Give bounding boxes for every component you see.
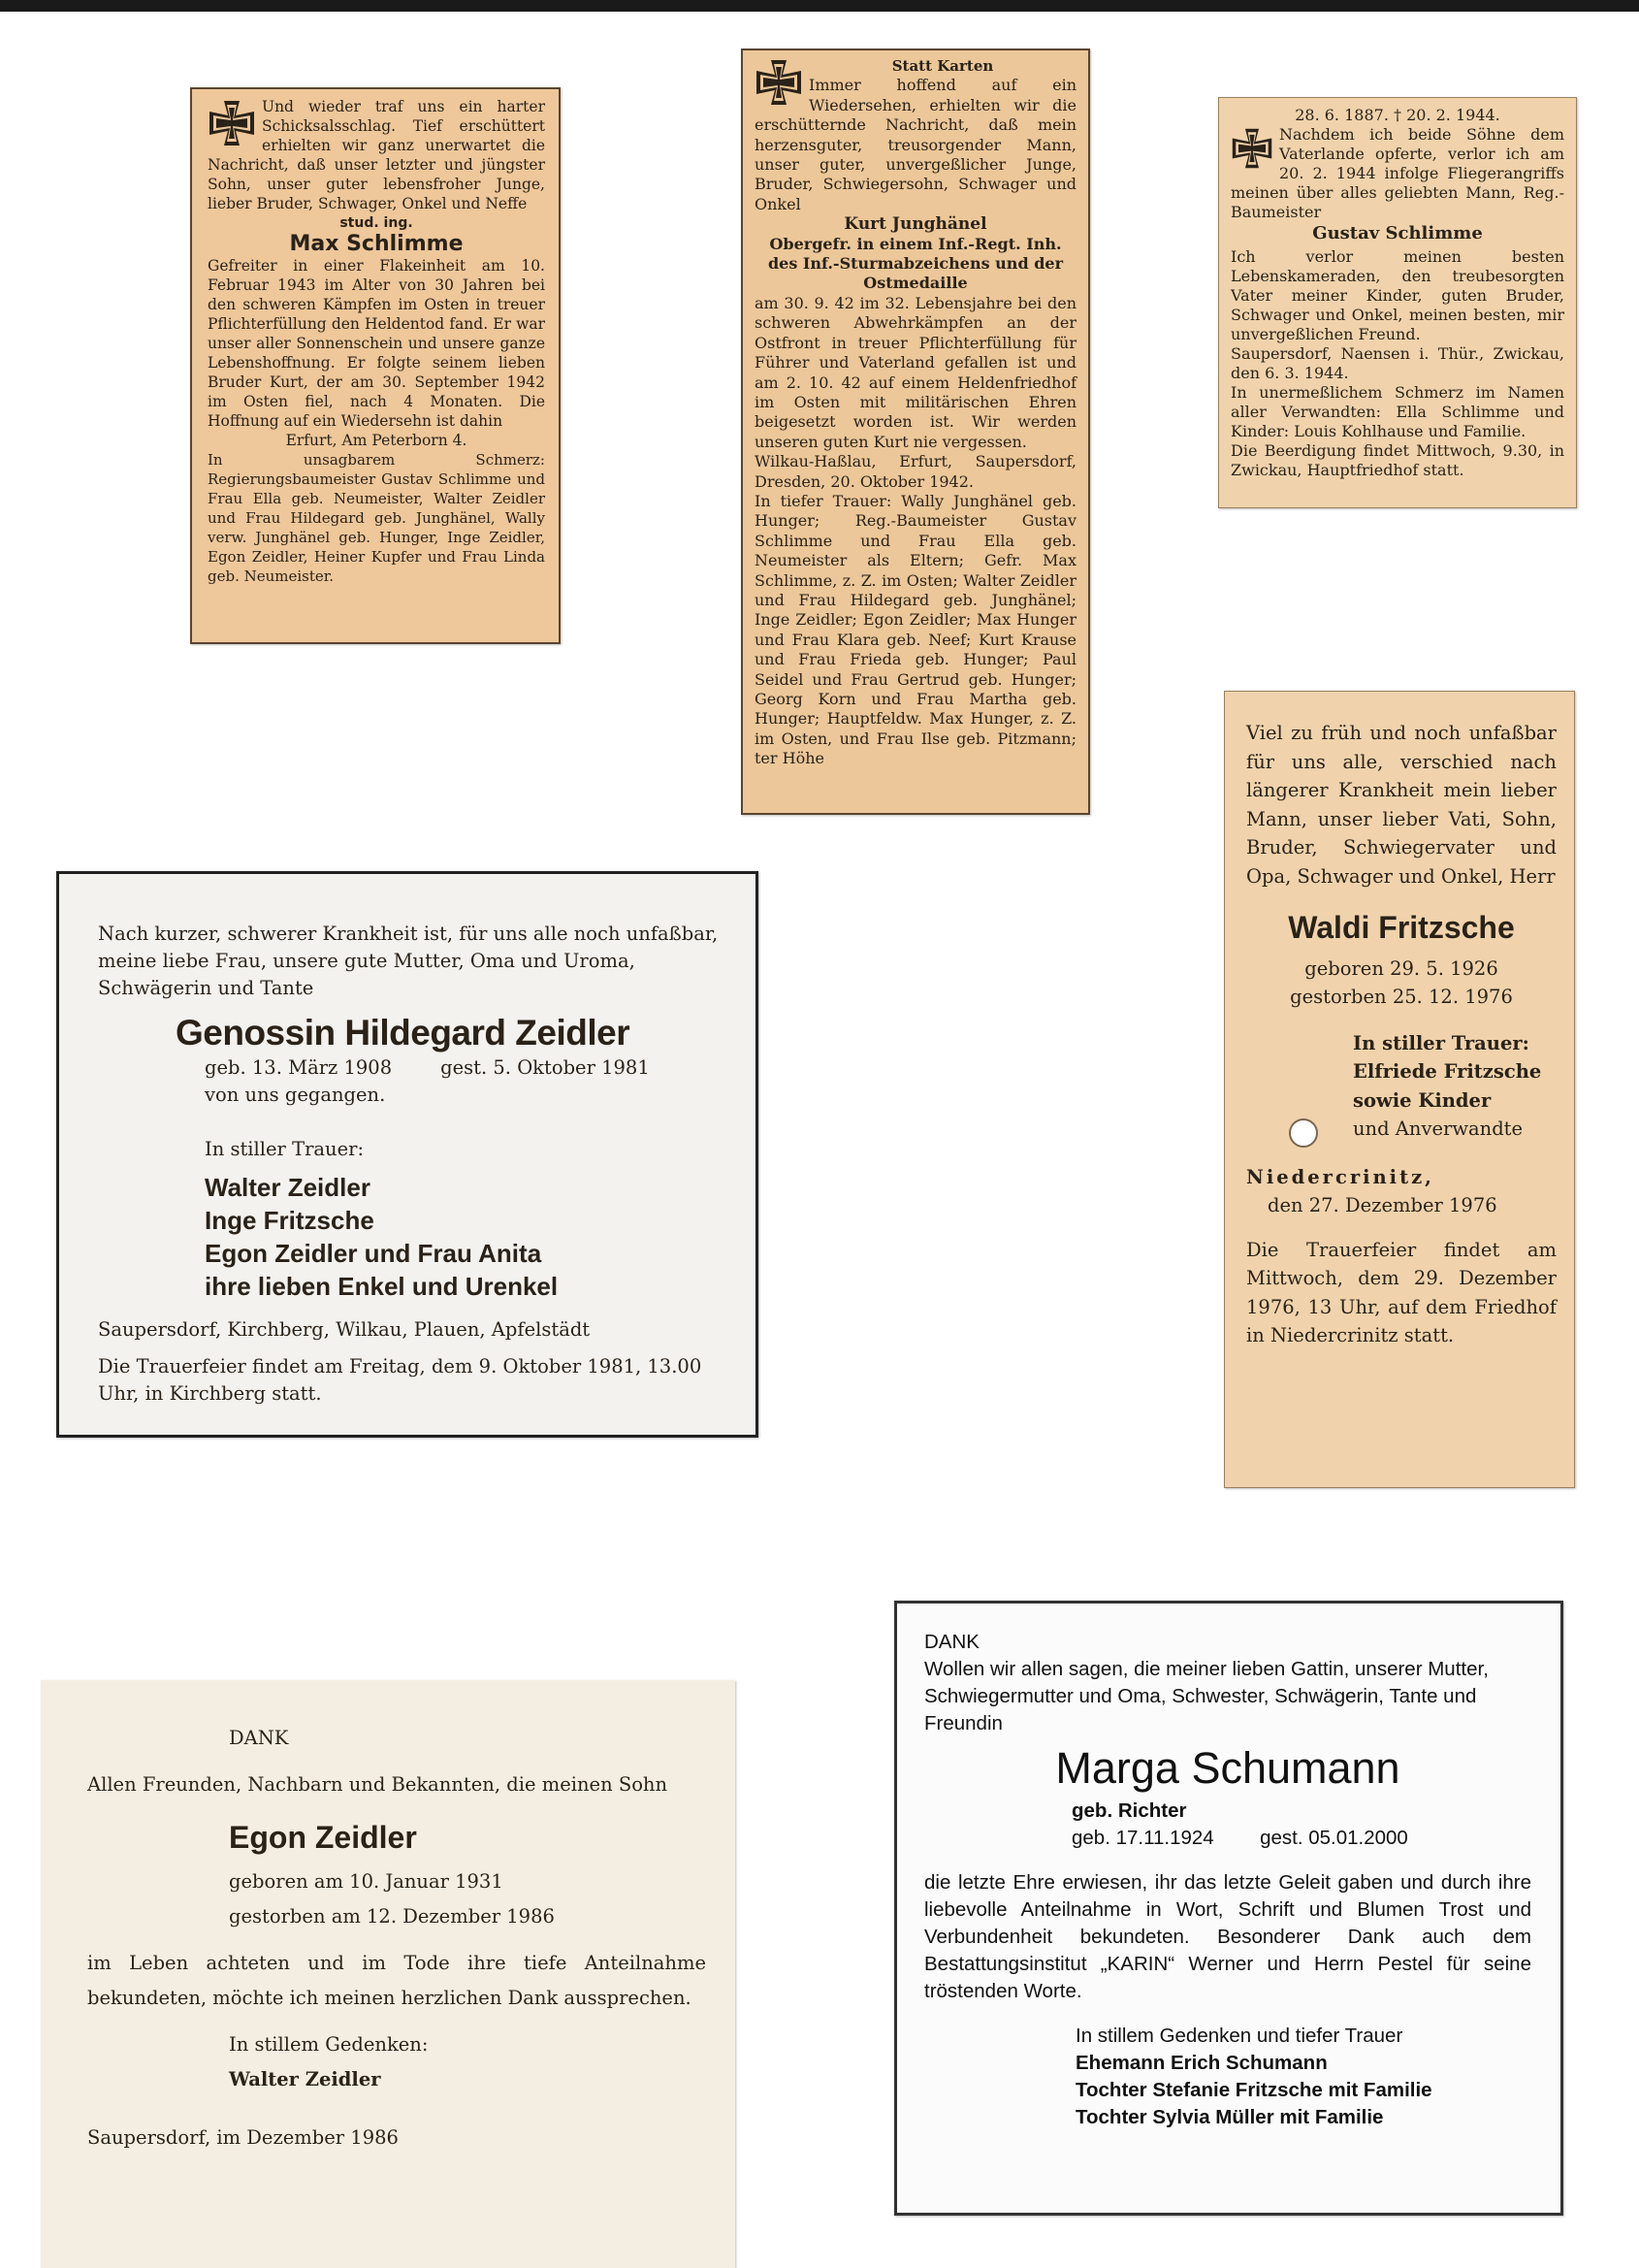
deceased-name: Max Schlimme xyxy=(289,232,464,256)
thanks-intro: Allen Freunden, Nachbarn und Bekannten, die meinen Sohn xyxy=(87,1773,668,1796)
mourners-list: In unermeßlichem Schmerz im Namen aller Verwandten: Ella Schlimme und Kinder: Louis Kohlhause und Familie. xyxy=(1231,383,1564,440)
mourner-name: Elfriede Fritzsche xyxy=(1353,1060,1542,1083)
place-date: Saupersdorf, im Dezember 1986 xyxy=(87,2126,399,2149)
obituary-waldi-fritzsche xyxy=(1224,691,1575,1488)
birth-date: geb. 17.11.1924 xyxy=(1072,1827,1214,1849)
deceased-rank: Obergefr. in einem Inf.-Regt. Inh. des Inf.-Sturmabzeichens und der Ostmedaille xyxy=(767,234,1063,293)
life-dates xyxy=(1072,1825,1531,1852)
mourners-list: In unsagbarem Schmerz: Regierungsbaumeister Gustav Schlimme und Frau Ella geb. Neumeister, Walter Zeidler und Frau Hildegard geb. Junghänel, Wally verw. Junghänel geb. Hunger, Inge Zeidler, Egon Zeidler, Heiner Kupfer und Frau Linda geb. Neumeister. xyxy=(208,451,545,585)
maiden-name: geb. Richter xyxy=(1072,1799,1187,1822)
gedenken-label: In stillem Gedenken: xyxy=(229,2033,429,2056)
mourners-list: In tiefer Trauer: Wally Junghänel geb. Hunger; Reg.-Baumeister Gustav Schlimme und Frau Ella geb. Neumeister als Eltern; Gefr. Max Schlimme, z. Z. im Osten; Walter Zeidler und Frau Hildegard geb. Junghänel; Inge Zeidler; Egon Zeidler; Max Hunger und Frau Klara geb. Neef; Kurt Krause und Frau Frieda geb. Hunger; Paul Seidel und Frau Gertrud geb. Hunger; Georg Korn und Frau Martha geb. Hunger; Hauptfeldw. Max Hunger, z. Z. im Osten, und Frau Ilse geb. Pitzmann; ter Höhe xyxy=(755,491,1077,768)
iron-cross-icon xyxy=(1231,127,1273,170)
heading-dank: DANK xyxy=(924,1631,980,1653)
mourner-name: Inge Fritzsche xyxy=(205,1206,374,1235)
mourner-name: Tochter Stefanie Fritzsche mit Familie xyxy=(1076,2079,1432,2101)
mourner-name: Tochter Sylvia Müller mit Familie xyxy=(1076,2106,1384,2128)
deceased-title: stud. ing. xyxy=(339,215,413,231)
deceased-name: Genossin Hildegard Zeidler xyxy=(176,1013,630,1053)
obituary-max-schlimme xyxy=(190,87,561,644)
deceased-name: Egon Zeidler xyxy=(229,1820,417,1855)
funeral-info: Die Trauerfeier findet am Freitag, dem 9. Oktober 1981, 13.00 Uhr, in Kirchberg statt. xyxy=(98,1355,702,1405)
obituary-place: Erfurt, Am Peterborn 4. xyxy=(285,432,467,449)
deceased-name: Kurt Junghänel xyxy=(844,214,987,235)
obituary-gustav-schlimme xyxy=(1218,97,1577,508)
mourner-name: Walter Zeidler xyxy=(205,1173,370,1202)
obituary-intro: Nach kurzer, schwerer Krankheit ist, für uns alle noch unfaßbar, meine liebe Frau, unsere gute Mutter, Oma und Uroma, Schwägerin und Tante xyxy=(98,923,719,999)
header-statt-karten: Statt Karten xyxy=(891,57,994,75)
birth-date: geb. 13. März 1908 xyxy=(205,1056,393,1079)
heading-dank: DANK xyxy=(229,1727,289,1749)
obituary-kurt-junghaenel xyxy=(741,49,1090,815)
trauer-label: In stillem Gedenken und tiefer Trauer xyxy=(1076,2025,1403,2047)
obituary-place: Niedercrinitz, xyxy=(1246,1165,1434,1188)
death-date: gest. 05.01.2000 xyxy=(1260,1827,1408,1849)
funeral-info: Die Beerdigung findet Mittwoch, 9.30, in Zwickau, Hauptfriedhof statt. xyxy=(1231,441,1564,479)
thanks-text: die letzte Ehre erwiesen, ihr das letzte Geleit gaben und durch ihre liebevolle Anteilnahme in Wort, Schrift und Blumen Trost und Verbundenheit bekundeten. Besonderer Dank auch dem Bestattungsinstitut „KARIN“ Werner und Herrn Pestel für seine tröstenden Worte. xyxy=(924,1871,1531,2002)
obituary-intro: Nachdem ich beide Söhne dem Vaterlande opferte, verlor ich am 20. 2. 1944 infolge Fliegerangriffs meinen über alles geliebten Mann, Reg.-Baumeister xyxy=(1231,125,1564,221)
birth-date: geboren 29. 5. 1926 xyxy=(1304,956,1498,980)
punch-hole xyxy=(1289,1118,1318,1148)
mourner-name: Ehemann Erich Schumann xyxy=(1076,2052,1328,2074)
mourners-block xyxy=(1353,1029,1557,1144)
deceased-name: Gustav Schlimme xyxy=(1312,223,1483,243)
obituary-body: am 30. 9. 42 im 32. Lebensjahre bei den schweren Abwehrkämpfen an der Ostfront in treuer Pflichterfüllung für Führer und Vaterland gefallen ist und am 2. 10. 42 auf einem Heldenfriedhof im Osten mit militärischen Ehren beigesetzt worden ist. Wir werden unseren guten Kurt nie vergessen. xyxy=(755,293,1077,451)
thanks-intro: Wollen wir allen sagen, die meiner lieben Gattin, unserer Mutter, Schwiegermutter und Oma, Schwester, Schwägerin, Tante und Freundin xyxy=(924,1658,1489,1734)
thanks-text: im Leben achteten und im Tode ihre tiefe Anteilnahme bekundeten, möchte ich meinen herzlichen Dank aussprechen. xyxy=(87,1952,706,2009)
thanks-egon-zeidler xyxy=(41,1680,735,2268)
obituary-hildegard-zeidler xyxy=(56,871,758,1438)
obituary-intro: Viel zu früh und noch unfaßbar für uns alle, verschied nach längerer Krankheit mein lieber Mann, unser lieber Vati, Sohn, Bruder, Schwiegervater und Opa, Schwager und Onkel, Herr xyxy=(1246,722,1557,888)
death-date: gest. 5. Oktober 1981 xyxy=(440,1056,650,1079)
iron-cross-icon xyxy=(755,58,803,107)
deceased-name: Marga Schumann xyxy=(1055,1743,1400,1793)
death-date: gestorben 25. 12. 1976 xyxy=(1290,986,1513,1008)
places-list: Saupersdorf, Kirchberg, Wilkau, Plauen, Apfelstädt xyxy=(98,1318,591,1341)
thanks-marga-schumann xyxy=(894,1601,1563,2216)
life-dates: 28. 6. 1887. † 20. 2. 1944. xyxy=(1295,106,1500,124)
deceased-name: Waldi Fritzsche xyxy=(1288,910,1515,945)
mourner-name: und Anverwandte xyxy=(1353,1118,1524,1140)
mourner-name: sowie Kinder xyxy=(1353,1088,1492,1112)
obituary-body: Ich verlor meinen besten Lebenskameraden, den treubesorgten Vater meiner Kinder, guten Bruder, Schwager und Onkel, meinen besten, mir unvergeßlichen Freund. xyxy=(1231,247,1564,343)
obituary-body: Gefreiter in einer Flakeinheit am 10. Februar 1943 im Alter von 30 Jahren bei den schweren Kämpfen im Osten in treuer Pflichterfüllung den Heldentod fand. Er war unser aller Sonnenschein und unsere ganze Lebenshoffnung. Er folgte seinem lieben Bruder Kurt, der am 30. September 1942 im Osten fiel, nach 4 Monaten. Die Hoffnung auf ein Wiedersehn ist dahin xyxy=(208,257,545,430)
mourners-block xyxy=(1076,2023,1531,2131)
mourner-name: Egon Zeidler und Frau Anita xyxy=(205,1239,542,1268)
page-top-edge xyxy=(0,0,1639,12)
life-dates xyxy=(205,1054,721,1082)
obituary-date: den 27. Dezember 1976 xyxy=(1268,1194,1497,1216)
birth-date: geboren am 10. Januar 1931 xyxy=(229,1870,503,1893)
iron-cross-icon xyxy=(208,99,256,147)
passed-away-text: von uns gegangen. xyxy=(205,1084,386,1106)
obituary-place: Saupersdorf, Naensen i. Thür., Zwickau, den 6. 3. 1944. xyxy=(1231,344,1564,382)
obituary-intro: Immer hoffend auf ein Wiedersehen, erhielten wir die erschütternde Nachricht, daß mein herzensguter, treusorgender Mann, unser guter, unvergeßlicher Junge, Bruder, Schwiegersohn, Schwager und Onkel xyxy=(755,76,1077,213)
obituary-intro: Und wieder traf uns ein harter Schicksalsschlag. Tief erschüttert erhielten wir ganz unerwartet die Nachricht, daß unser letzter und jüngster Sohn, unser guter lebensfroher Junge, lieber Bruder, Schwager, Onkel und Neffe xyxy=(208,98,545,212)
death-date: gestorben am 12. Dezember 1986 xyxy=(229,1905,555,1928)
funeral-info: Die Trauerfeier findet am Mittwoch, dem 29. Dezember 1976, 13 Uhr, auf dem Friedhof in Niedercrinitz statt. xyxy=(1246,1238,1557,1346)
trauer-label: In stiller Trauer: xyxy=(1353,1031,1529,1054)
obituary-place: Wilkau-Haßlau, Erfurt, Saupersdorf, Dresden, 20. Oktober 1942. xyxy=(755,452,1077,491)
trauer-label: In stiller Trauer: xyxy=(205,1138,365,1160)
mourner-name: ihre lieben Enkel und Urenkel xyxy=(205,1272,559,1301)
mourner-name: Walter Zeidler xyxy=(229,2068,381,2090)
